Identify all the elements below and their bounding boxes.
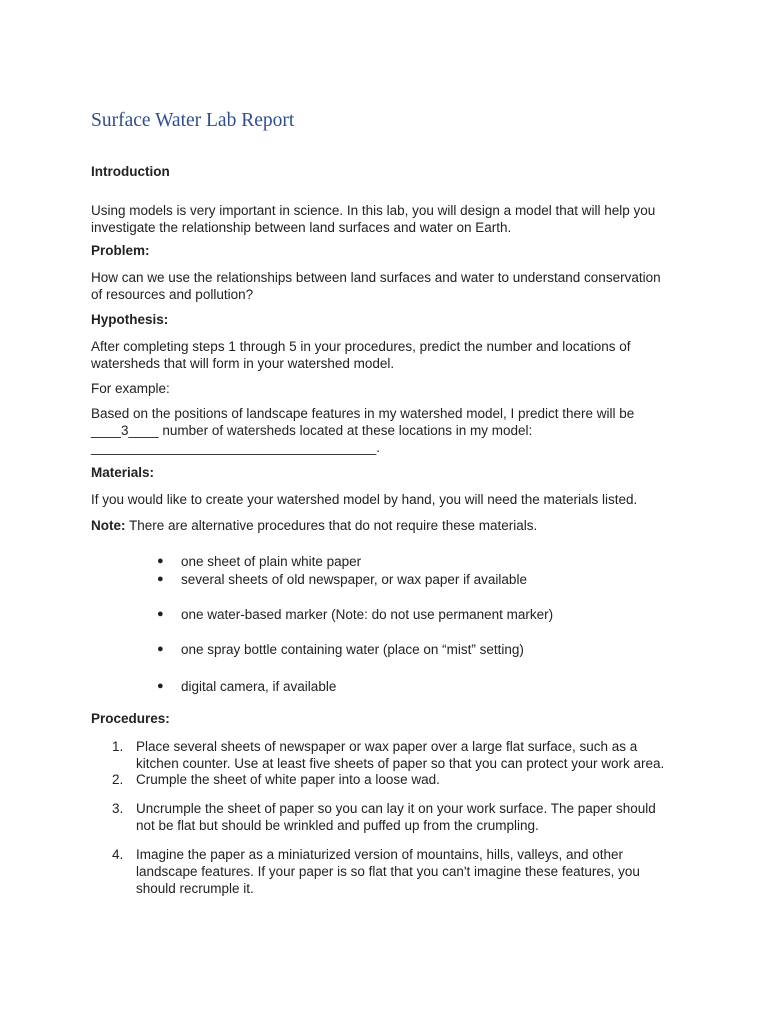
materials-heading: Materials: bbox=[91, 465, 155, 480]
materials-item-text: digital camera, if available bbox=[181, 679, 337, 694]
procedure-step-text bbox=[136, 846, 696, 897]
procedure-step-line: not be flat but should be wrinkled and puffed up from the crumpling. bbox=[136, 818, 539, 833]
procedure-step-line: Place several sheets of newspaper or wax paper over a large flat surface, such as a bbox=[136, 739, 638, 754]
procedure-step-line: Crumple the sheet of white paper into a loose wad. bbox=[136, 772, 440, 787]
example-text-line: ____3____ number of watersheds located at these locations in my model: bbox=[91, 423, 533, 438]
introduction-text bbox=[91, 202, 691, 236]
procedure-step-text bbox=[136, 800, 696, 834]
introduction-text-line: investigate the relationship between land surfaces and water on Earth. bbox=[91, 220, 512, 235]
problem-text-line: How can we use the relationships between land surfaces and water to understand conservation bbox=[91, 270, 661, 285]
procedure-step-text bbox=[136, 738, 696, 772]
bullet-icon: ● bbox=[157, 555, 164, 567]
materials-item-text: one spray bottle containing water (place on “mist” setting) bbox=[181, 642, 524, 657]
introduction-heading: Introduction bbox=[91, 164, 170, 179]
procedure-step-line: landscape features. If your paper is so flat that you can't imagine these features, you bbox=[136, 864, 640, 879]
introduction-text-line: Using models is very important in science. In this lab, you will design a model that will help you bbox=[91, 203, 656, 218]
example-text-line: ______________________________________. bbox=[91, 440, 381, 455]
bullet-icon: ● bbox=[157, 643, 164, 655]
example-label: For example: bbox=[91, 381, 170, 396]
procedure-step-number: 3. bbox=[112, 801, 124, 816]
hypothesis-text bbox=[91, 338, 691, 372]
hypothesis-text-line: After completing steps 1 through 5 in your procedures, predict the number and locations of bbox=[91, 339, 631, 354]
document-title: Surface Water Lab Report bbox=[91, 110, 295, 131]
hypothesis-text-line: watersheds that will form in your watershed model. bbox=[91, 356, 395, 371]
bullet-icon: ● bbox=[157, 573, 164, 585]
procedure-step-line: Imagine the paper as a miniaturized version of mountains, hills, valleys, and other bbox=[136, 847, 624, 862]
problem-heading: Problem: bbox=[91, 243, 150, 258]
hypothesis-heading: Hypothesis: bbox=[91, 312, 169, 327]
materials-item-text: one water-based marker (Note: do not use permanent marker) bbox=[181, 607, 554, 622]
example-text bbox=[91, 405, 691, 456]
procedure-step-number: 4. bbox=[112, 847, 124, 862]
procedures-heading: Procedures: bbox=[91, 711, 170, 726]
bullet-icon: ● bbox=[157, 680, 164, 692]
procedure-step-line: kitchen counter. Use at least five sheets of paper so that you can protect your work area. bbox=[136, 756, 665, 771]
materials-item-text: several sheets of old newspaper, or wax paper if available bbox=[181, 572, 527, 587]
procedure-step-number: 1. bbox=[112, 739, 124, 754]
note-text: There are alternative procedures that do not require these materials. bbox=[125, 518, 538, 533]
problem-text-line: of resources and pollution? bbox=[91, 287, 254, 302]
note-label: Note: bbox=[91, 518, 126, 533]
bullet-icon: ● bbox=[157, 608, 164, 620]
materials-note bbox=[91, 517, 691, 534]
materials-item-text: one sheet of plain white paper bbox=[181, 554, 362, 569]
procedure-step-text bbox=[136, 771, 696, 788]
materials-text: If you would like to create your watershed model by hand, you will need the materials listed. bbox=[91, 492, 638, 507]
procedure-step-line: Uncrumple the sheet of paper so you can lay it on your work surface. The paper should bbox=[136, 801, 656, 816]
procedure-step-number: 2. bbox=[112, 772, 124, 787]
problem-text bbox=[91, 269, 691, 303]
procedure-step-line: should recrumple it. bbox=[136, 881, 254, 896]
example-text-line: Based on the positions of landscape features in my watershed model, I predict there will be bbox=[91, 406, 635, 421]
